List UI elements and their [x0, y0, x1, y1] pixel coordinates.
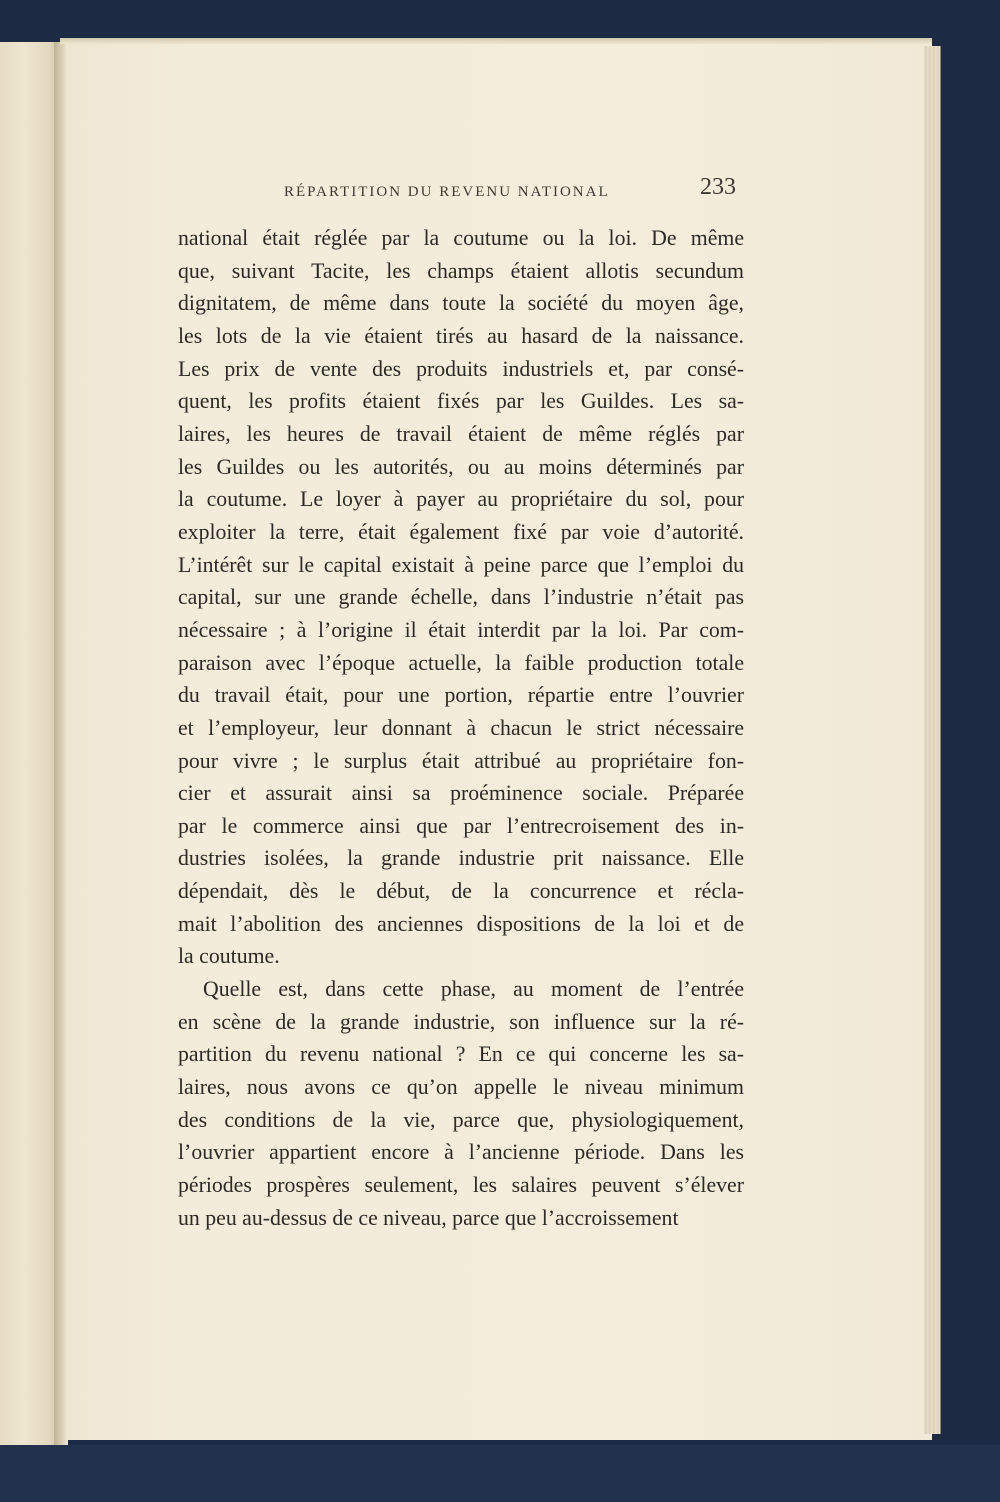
text-line: périodes prospères seulement, les salaires peuvent s’élever	[178, 1173, 744, 1198]
text-line: les Guildes ou les autorités, ou au moins déterminés par	[178, 454, 744, 479]
text-line: exploiter la terre, était également fixé par voie d’autorité.	[178, 519, 744, 544]
text-line: les lots de la vie étaient tirés au hasard de la naissance.	[178, 323, 744, 348]
text-line: dustries isolées, la grande industrie prit naissance. Elle	[178, 846, 744, 871]
text-line: pour vivre ; le surplus était attribué au propriétaire fon-	[178, 748, 744, 773]
page-top-edge	[60, 38, 932, 44]
text-line: partition du revenu national ? En ce qui concerne les sa-	[178, 1042, 744, 1067]
text-line: laires, nous avons ce qu’on appelle le niveau minimum	[178, 1075, 744, 1100]
text-line: du travail était, pour une portion, répartie entre l’ouvrier	[178, 683, 744, 708]
text-line: Quelle est, dans cette phase, au moment de l’entrée	[203, 977, 744, 1002]
text-line: national était réglée par la coutume ou la loi. De même	[178, 226, 744, 250]
text-line: que, suivant Tacite, les champs étaient allotis secundum	[178, 258, 744, 283]
text-line: Les prix de vente des produits industriels et, par consé-	[178, 356, 744, 381]
text-line: dépendait, dès le début, de la concurrence et récla-	[178, 879, 744, 904]
body-text	[178, 222, 744, 1234]
text-line: la coutume. Le loyer à payer au propriétaire du sol, pour	[178, 487, 744, 512]
text-line: cier et assurait ainsi sa proéminence sociale. Préparée	[178, 781, 744, 806]
text-line: mait l’abolition des anciennes dispositions de la loi et de	[178, 911, 744, 936]
text-line: laires, les heures de travail étaient de même réglés par	[178, 421, 744, 446]
text-line: par le commerce ainsi que par l’entrecroisement des in-	[178, 813, 744, 838]
text-line: nécessaire ; à l’origine il était interdit par la loi. Par com-	[178, 617, 744, 642]
text-line: et l’employeur, leur donnant à chacun le strict nécessaire	[178, 715, 744, 740]
text-line: l’ouvrier appartient encore à l’ancienne période. Dans les	[178, 1140, 744, 1165]
text-line: L’intérêt sur le capital existait à peine parce que l’emploi du	[178, 552, 744, 577]
paragraph-1	[178, 222, 744, 973]
page-number: 233	[700, 174, 736, 200]
paragraph-2	[178, 973, 744, 1234]
text-line: des conditions de la vie, parce que, physiologiquement,	[178, 1107, 744, 1132]
text-line: paraison avec l’époque actuelle, la faible production totale	[178, 650, 744, 675]
text-line: la coutume.	[178, 944, 280, 969]
text-line: en scène de la grande industrie, son influence sur la ré-	[178, 1009, 744, 1034]
text-line: dignitatem, de même dans toute la société du moyen âge,	[178, 291, 744, 316]
scan-backdrop	[0, 1445, 1000, 1502]
left-page-edge	[0, 42, 58, 1445]
text-line: un peu au-dessus de ce niveau, parce que l’accroissement	[178, 1205, 679, 1230]
page-fore-edge	[924, 46, 941, 1434]
text-line: quent, les profits étaient fixés par les Guildes. Les sa-	[178, 389, 744, 414]
running-head: RÉPARTITION DU REVENU NATIONAL	[284, 184, 610, 200]
text-line: capital, sur une grande échelle, dans l’industrie n’était pas	[178, 585, 744, 610]
